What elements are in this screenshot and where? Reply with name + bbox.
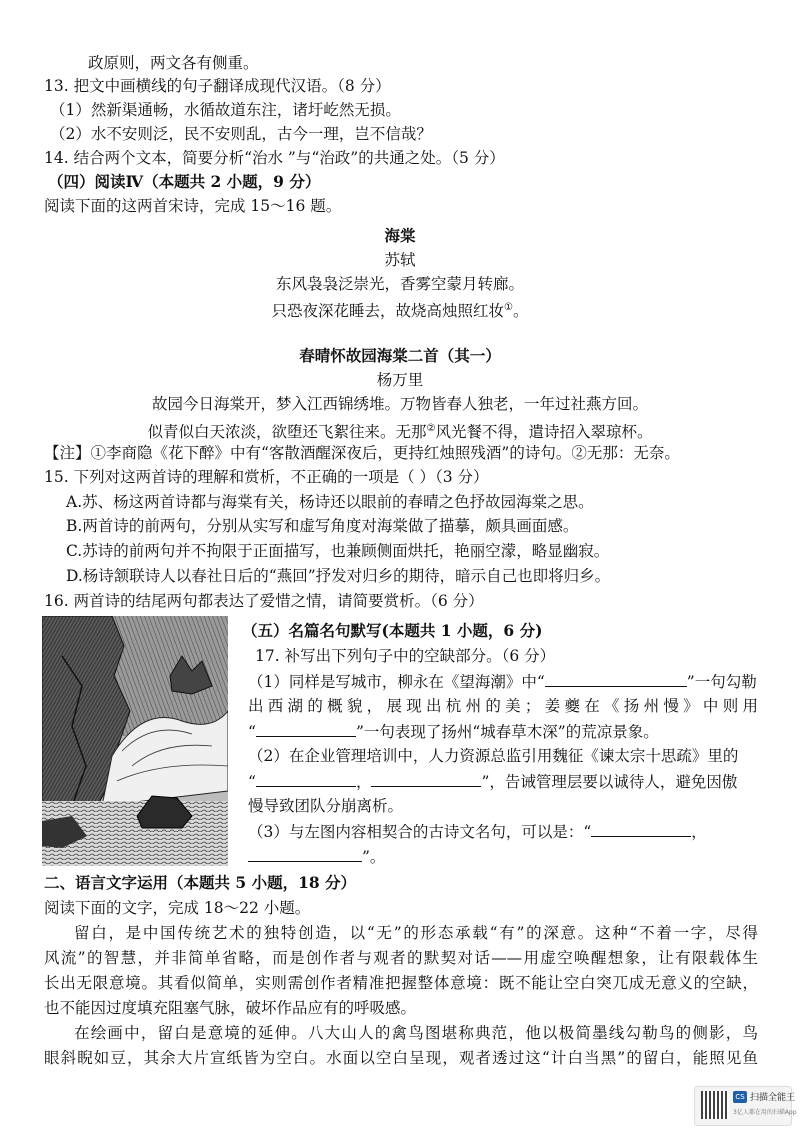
question-15-option-a: A.苏、杨这两首诗都与海棠有关，杨诗还以眼前的春晴之色抒故园海棠之思。	[66, 493, 594, 511]
paragraph-1-line-2: 风流”的智慧，并非简单省略，而是创作者与观者的默契对话——用虚空唤醒想象，让有限载体生	[44, 949, 758, 967]
question-17-part-2: （2）在企业管理培训中，人力资源总监引用魏征《谏太宗十思疏》里的	[248, 747, 739, 765]
answer-blank[interactable]	[256, 770, 356, 787]
poem-note: 【注】①李商隐《花下醉》中有“客散酒醒深夜后，更持红烛照残酒”的诗句。②无那：无奈。	[44, 444, 680, 462]
paragraph-2-line-2: 眼斜睨如豆，其余大片宣纸皆为空白。水面以空白呈现，观者透过这“计白当黑”的留白，能照见鱼	[44, 1049, 758, 1067]
section-heading-4: （四）阅读Ⅳ（本题共 2 小题，9 分）	[48, 172, 321, 191]
poem-2-line-2: 似青似白天浓淡，欲堕还飞絮往来。无那②风光餐不得，遣诗招入翠琼杯。	[147, 423, 653, 442]
camscanner-logo: CS	[733, 1091, 747, 1103]
answer-blank[interactable]	[545, 670, 687, 687]
scanner-watermark	[694, 1086, 797, 1126]
question-17-part-3: （3）与左图内容相契合的古诗文名句，可以是：“ ，	[248, 820, 707, 843]
poem-1-author: 苏轼	[384, 251, 416, 269]
answer-blank[interactable]	[248, 845, 362, 862]
paragraph-2-line-1: 在绘画中，留白是意境的延伸。八大山人的禽鸟图堪称典范，他以极简墨线勾勒鸟的侧影，鸟	[74, 1024, 758, 1042]
poem-1-line-2: 只恐夜深花睡去，故烧高烛照红妆①。	[271, 302, 529, 321]
question-15-option-c: C.苏诗的前两句并不拘限于正面描写，也兼顾侧面烘托，艳丽空濛，略显幽寂。	[66, 542, 610, 560]
poem-2-author: 杨万里	[376, 371, 424, 389]
section-heading-2: 二、语言文字运用（本题共 5 小题，18 分）	[44, 873, 357, 892]
question-16: 16. 两首诗的结尾两句都表达了爱惜之情，请简要赏析。（6 分）	[44, 592, 484, 610]
question-15-option-d: D.杨诗颔联诗人以春社日后的“燕回”抒发对归乡的期待，暗示自己也即将归乡。	[66, 567, 611, 585]
paragraph-1-line-3: 长出无限意境。其看似简单，实则需创作者精准把握整体意境：既不能让空白突兀成无意义的空缺，	[44, 974, 758, 992]
poem-1-title: 海棠	[384, 226, 416, 245]
paragraph-1-line-1: 留白，是中国传统艺术的独特创造，以“无”的形态承载“有”的深意。这种“不着一字，尽得	[74, 924, 758, 942]
wave-engraving-image	[42, 616, 228, 866]
question-17-part-1-cont: 出西湖的概貌，展现出杭州的美；姜夔在《扬州慢》中则用	[248, 697, 758, 715]
poem-1-line-1: 东风袅袅泛崇光，香雾空蒙月转廊。	[275, 275, 524, 293]
app-name: 扫描全能王	[750, 1093, 796, 1103]
reading-instruction: 阅读下面的这两首宋诗，完成 15～16 题。	[44, 197, 342, 215]
question-15-option-b: B.两首诗的前两句，分别从实写和虚写角度对海棠做了描摹，颇具画面感。	[66, 517, 579, 535]
question-17-part-3-end: ”。	[248, 845, 385, 868]
question-13-part-2: （2）水不安则泛，民不安则乱，古今一理，岂不信哉？	[50, 125, 432, 143]
question-17-part-1-end: “ ”一句表现了扬州“城春草木深”的荒凉景象。	[248, 720, 659, 743]
answer-blank[interactable]	[256, 720, 356, 737]
text-line: 政原则，两文各有侧重。	[88, 54, 259, 72]
section-heading-5: （五）名篇名句默写(本题共 1 小题，6 分)	[242, 621, 543, 640]
qr-code-icon	[701, 1091, 729, 1119]
paragraph-1-line-4: 也不能因过度填充阻塞气脉，破坏作品应有的呼吸感。	[44, 999, 417, 1017]
question-17-part-2-blanks: “ ， ”，告诫管理层要以诚待人，避免因傲	[248, 770, 737, 793]
question-15: 15. 下列对这两首诗的理解和赏析，不正确的一项是（ ）（3 分）	[44, 468, 489, 486]
poem-2-title: 春晴怀故园海棠二首（其一）	[299, 346, 501, 365]
reading-instruction-2: 阅读下面的文字，完成 18～22 小题。	[44, 899, 311, 917]
poem-2-line-1: 故园今日海棠开，梦入江西锦绣堆。万物皆春人独老，一年过社燕方回。	[151, 395, 648, 413]
question-13: 13. 把文中画横线的句子翻译成现代汉语。（8 分）	[44, 77, 391, 95]
question-17: 17. 补写出下列句子中的空缺部分。（6 分）	[255, 647, 556, 665]
question-13-part-1: （1）然新渠通畅，水循故道东注，诸圩屹然无损。	[50, 101, 401, 119]
app-tagline: 3亿人都在用的扫描App	[733, 1109, 797, 1116]
answer-blank[interactable]	[371, 770, 481, 787]
question-17-part-2-end: 慢导致团队分崩离析。	[248, 797, 404, 815]
answer-blank[interactable]	[591, 820, 691, 837]
question-14: 14. 结合两个文本，简要分析“治水 ”与“治政”的共通之处。（5 分）	[44, 149, 505, 167]
question-17-part-1: （1）同样是写城市，柳永在《望海潮》中“ ”一句勾勒	[248, 670, 757, 693]
